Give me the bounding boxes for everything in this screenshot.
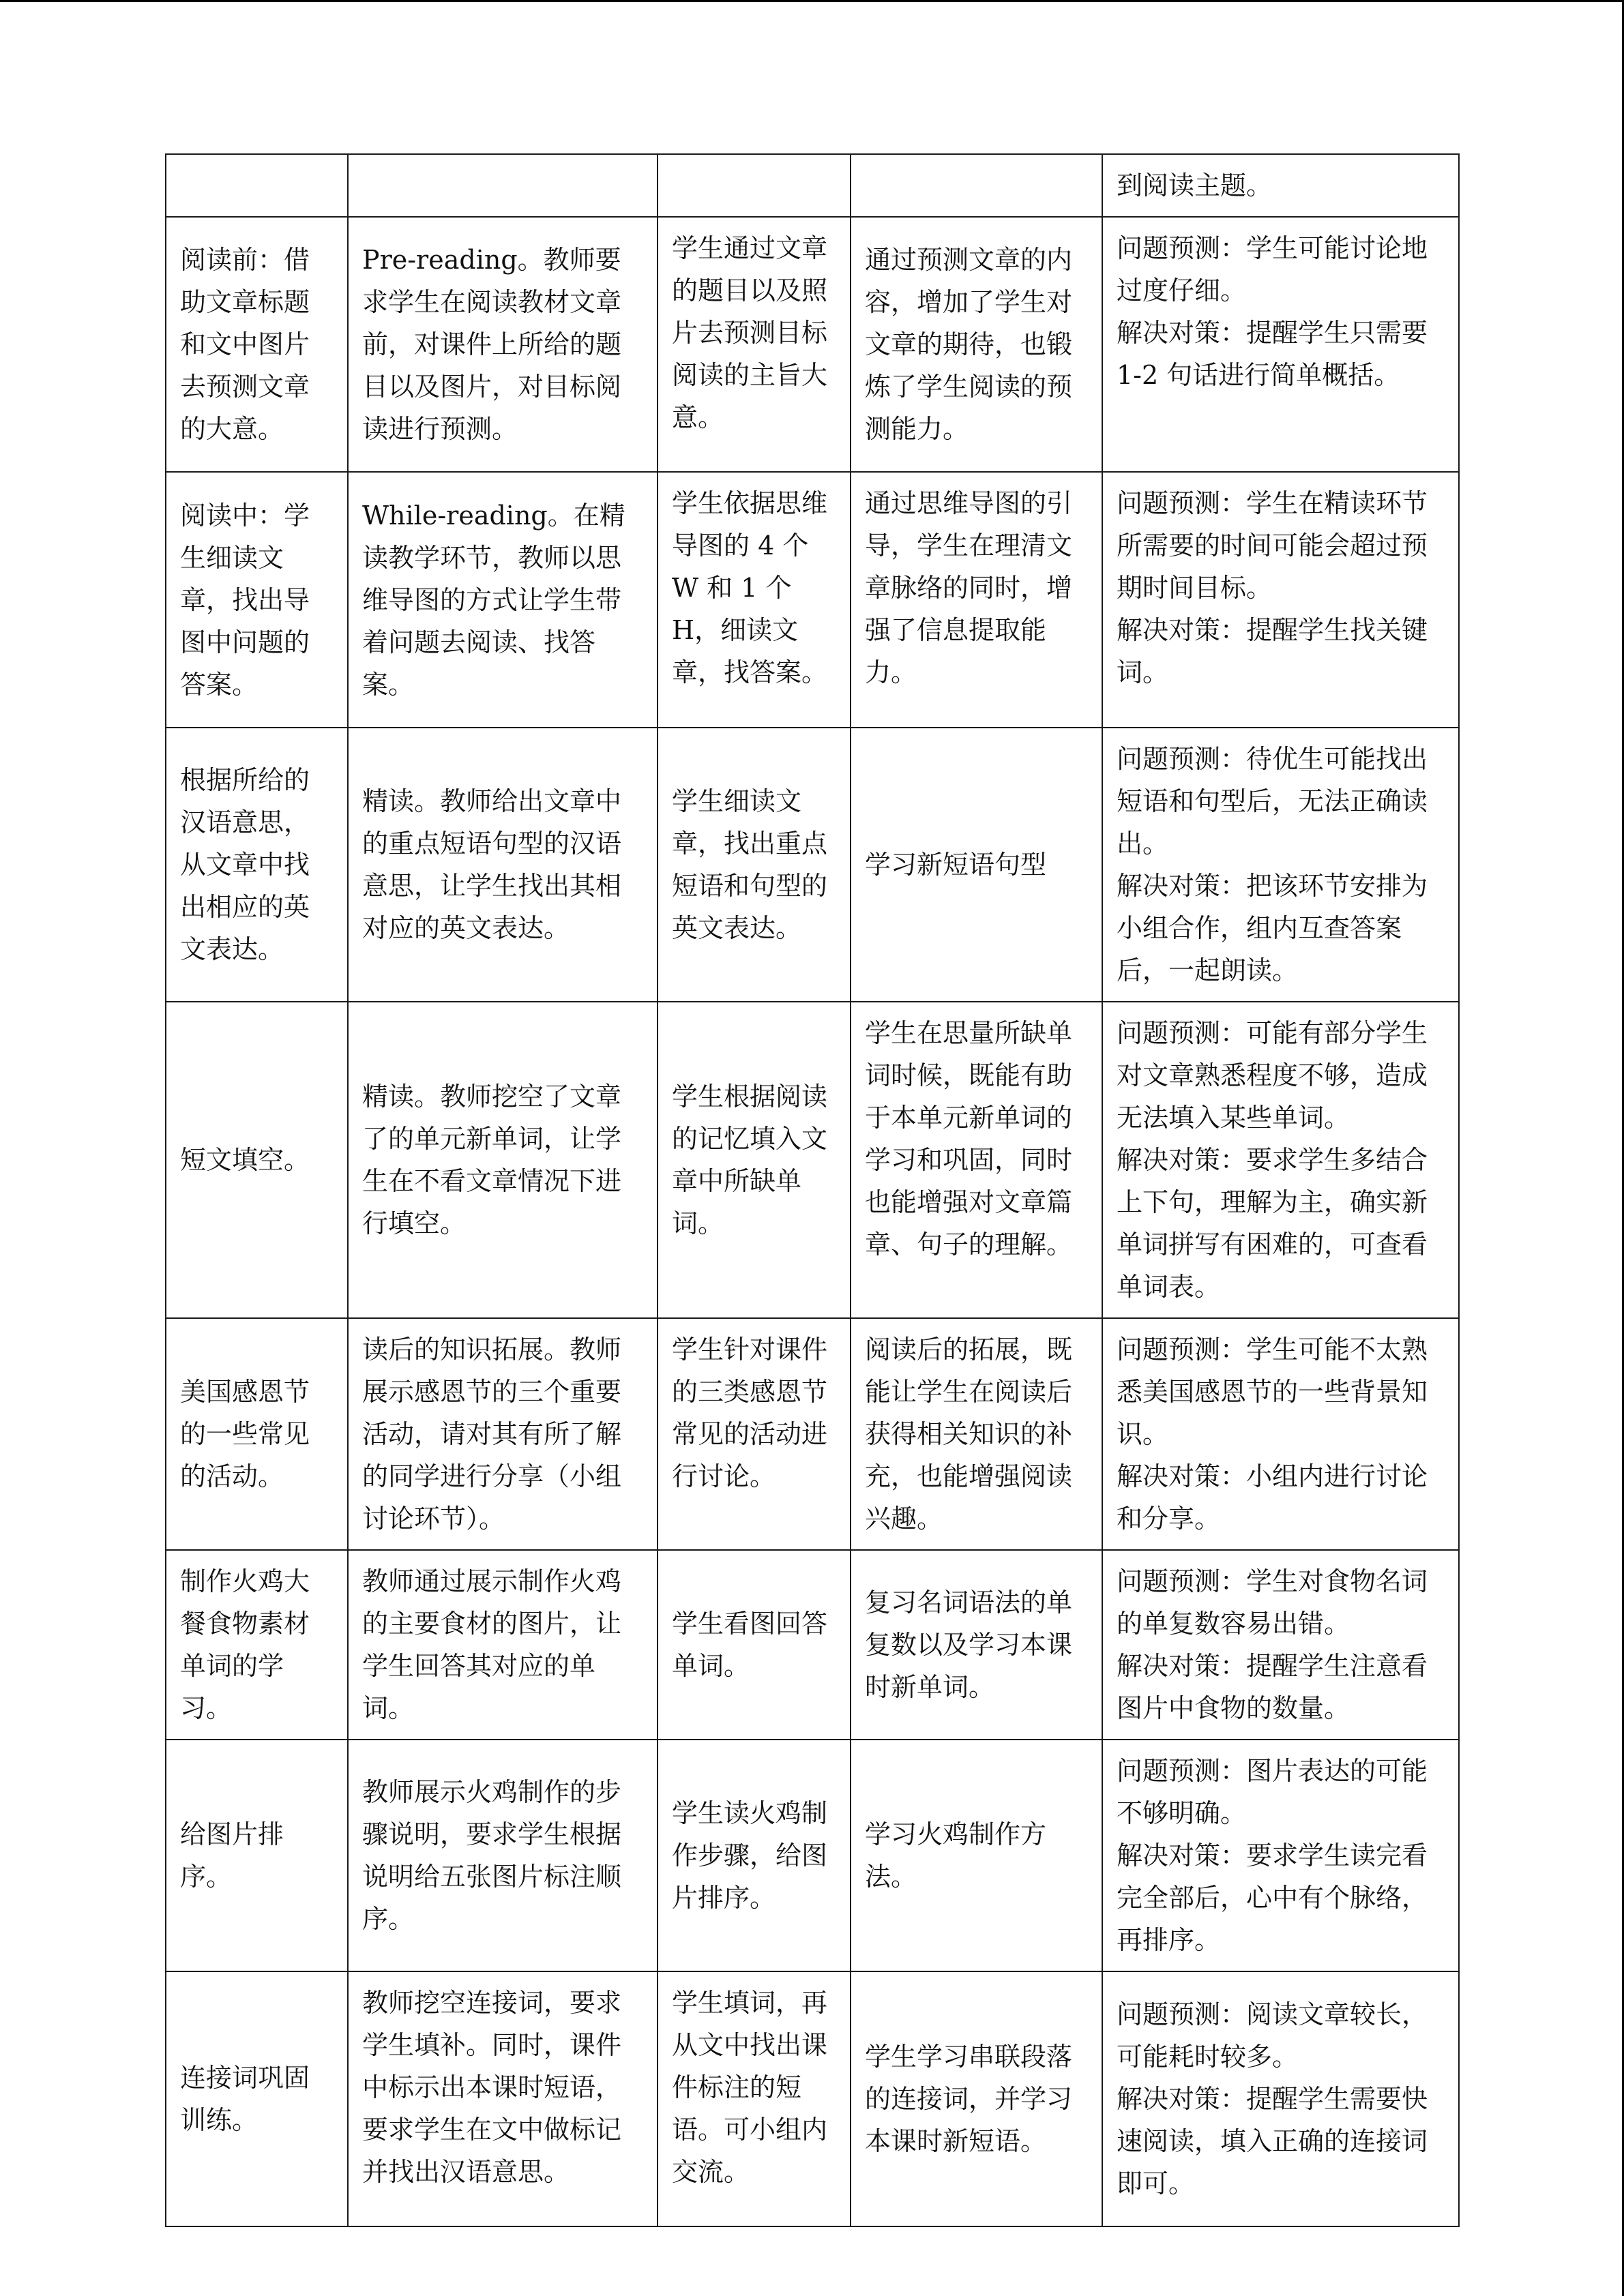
student-activity-cell: 学生依据思维导图的 4 个 W 和 1 个 H，细读文章，找答案。 (658, 472, 851, 728)
student-activity-cell: 学生根据阅读的记忆填入文章中所缺单词。 (658, 1002, 851, 1318)
design-intent-cell: 学习新短语句型 (851, 728, 1102, 1002)
design-intent-cell: 阅读后的拓展，既能让学生在阅读后获得相关知识的补充，也能增强阅读兴趣。 (851, 1318, 1102, 1550)
teacher-activity-cell: 教师通过展示制作火鸡的主要食材的图片，让学生回答其对应的单词。 (348, 1550, 658, 1740)
activity-cell: 短文填空。 (166, 1002, 348, 1318)
table-row (166, 1318, 1459, 1550)
design-intent-cell: 复习名词语法的单复数以及学习本课时新单词。 (851, 1550, 1102, 1740)
problem-solution-cell: 问题预测：待优生可能找出短语和句型后，无法正确读出。 解决对策：把该环节安排为小组合作，组内互查答案后，一起朗读。 (1102, 728, 1459, 1002)
student-activity-cell: 学生填词，再从文中找出课件标注的短语。可小组内交流。 (658, 1971, 851, 2226)
teacher-activity-cell: While-reading。在精读教学环节，教师以思维导图的方式让学生带着问题去阅读、找答案。 (348, 472, 658, 728)
teacher-activity-cell: 精读。教师给出文章中的重点短语句型的汉语意思，让学生找出其相对应的英文表达。 (348, 728, 658, 1002)
table-row (166, 217, 1459, 472)
student-activity-cell (658, 154, 851, 217)
activity-cell (166, 154, 348, 217)
problem-solution-cell: 问题预测：学生对食物名词的单复数容易出错。 解决对策：提醒学生注意看图片中食物的数量。 (1102, 1550, 1459, 1740)
teacher-activity-cell: 教师挖空连接词，要求学生填补。同时，课件中标示出本课时短语，要求学生在文中做标记并找出汉语意思。 (348, 1971, 658, 2226)
table-row (166, 728, 1459, 1002)
design-intent-cell: 通过预测文章的内容，增加了学生对文章的期待，也锻炼了学生阅读的预测能力。 (851, 217, 1102, 472)
design-intent-cell: 通过思维导图的引导，学生在理清文章脉络的同时，增强了信息提取能力。 (851, 472, 1102, 728)
activity-cell: 连接词巩固训练。 (166, 1971, 348, 2226)
problem-solution-cell: 问题预测：可能有部分学生对文章熟悉程度不够，造成无法填入某些单词。 解决对策：要求学生多结合上下句，理解为主，确实新单词拼写有困难的，可查看单词表。 (1102, 1002, 1459, 1318)
teacher-activity-cell: 教师展示火鸡制作的步骤说明，要求学生根据说明给五张图片标注顺序。 (348, 1740, 658, 1971)
activity-cell: 制作火鸡大餐食物素材单词的学习。 (166, 1550, 348, 1740)
lesson-plan-table (165, 153, 1460, 2227)
design-intent-cell: 学习火鸡制作方法。 (851, 1740, 1102, 1971)
problem-solution-cell: 问题预测：图片表达的可能不够明确。 解决对策：要求学生读完看完全部后，心中有个脉络，再排序。 (1102, 1740, 1459, 1971)
student-activity-cell: 学生看图回答单词。 (658, 1550, 851, 1740)
design-intent-cell (851, 154, 1102, 217)
teacher-activity-cell: Pre-reading。教师要求学生在阅读教材文章前，对课件上所给的题目以及图片，对目标阅读进行预测。 (348, 217, 658, 472)
problem-solution-cell: 问题预测：学生在精读环节所需要的时间可能会超过预期时间目标。 解决对策：提醒学生找关键词。 (1102, 472, 1459, 728)
table-row (166, 1550, 1459, 1740)
table-row (166, 1002, 1459, 1318)
teacher-activity-cell: 读后的知识拓展。教师展示感恩节的三个重要活动，请对其有所了解的同学进行分享（小组讨论环节）。 (348, 1318, 658, 1550)
student-activity-cell: 学生读火鸡制作步骤，给图片排序。 (658, 1740, 851, 1971)
design-intent-cell: 学生学习串联段落的连接词，并学习本课时新短语。 (851, 1971, 1102, 2226)
activity-cell: 阅读中：学生细读文章，找出导图中问题的答案。 (166, 472, 348, 728)
problem-solution-cell: 问题预测：学生可能讨论地过度仔细。 解决对策：提醒学生只需要 1-2 句话进行简单概括。 (1102, 217, 1459, 472)
teacher-activity-cell (348, 154, 658, 217)
problem-solution-cell: 到阅读主题。 (1102, 154, 1459, 217)
page-border-top (0, 0, 1624, 2)
activity-cell: 给图片排序。 (166, 1740, 348, 1971)
student-activity-cell: 学生细读文章，找出重点短语和句型的英文表达。 (658, 728, 851, 1002)
activity-cell: 根据所给的汉语意思，从文章中找出相应的英文表达。 (166, 728, 348, 1002)
activity-cell: 美国感恩节的一些常见的活动。 (166, 1318, 348, 1550)
design-intent-cell: 学生在思量所缺单词时候，既能有助于本单元新单词的学习和巩固，同时也能增强对文章篇章、句子的理解。 (851, 1002, 1102, 1318)
table-row (166, 154, 1459, 217)
problem-solution-cell: 问题预测：阅读文章较长，可能耗时较多。 解决对策：提醒学生需要快速阅读，填入正确的连接词即可。 (1102, 1971, 1459, 2226)
activity-cell: 阅读前：借助文章标题和文中图片去预测文章的大意。 (166, 217, 348, 472)
table-row (166, 1740, 1459, 1971)
table-row (166, 472, 1459, 728)
teacher-activity-cell: 精读。教师挖空了文章了的单元新单词，让学生在不看文章情况下进行填空。 (348, 1002, 658, 1318)
student-activity-cell: 学生针对课件的三类感恩节常见的活动进行讨论。 (658, 1318, 851, 1550)
student-activity-cell: 学生通过文章的题目以及照片去预测目标阅读的主旨大意。 (658, 217, 851, 472)
table-row (166, 1971, 1459, 2226)
problem-solution-cell: 问题预测：学生可能不太熟悉美国感恩节的一些背景知识。 解决对策：小组内进行讨论和分享。 (1102, 1318, 1459, 1550)
